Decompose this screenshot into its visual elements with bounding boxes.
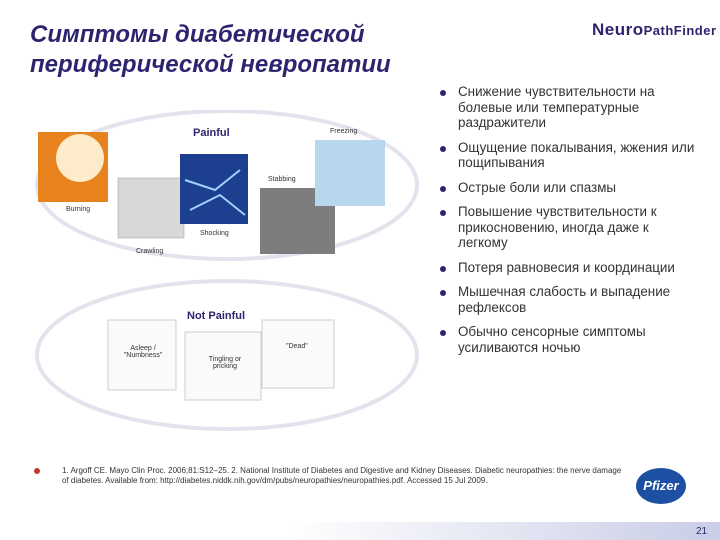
list-item: Ощущение покалывания, жжения или пощипывания bbox=[436, 140, 696, 171]
bullet-dot bbox=[440, 90, 446, 96]
footer-bar bbox=[0, 522, 720, 540]
references-bullet bbox=[34, 468, 40, 474]
stabbing-label: Stabbing bbox=[268, 176, 296, 183]
freezing-label: Freezing bbox=[330, 128, 358, 135]
slide-title bbox=[30, 20, 460, 80]
dead-image bbox=[262, 320, 334, 388]
list-item: Повышение чувствительности к прикосновению, иногда даже к легкому bbox=[436, 204, 696, 251]
symptom-list bbox=[436, 84, 696, 364]
slide-title-line1: Симптомы диабетической bbox=[30, 21, 365, 48]
list-item: Острые боли или спазмы bbox=[436, 180, 696, 196]
bullet-dot bbox=[440, 210, 446, 216]
slide-title-line2: периферической невропатии bbox=[30, 51, 391, 78]
pfizer-logo: Pfizer bbox=[636, 468, 686, 504]
list-item: Мышечная слабость и выпадение рефлексов bbox=[436, 284, 696, 315]
numbness-label: Asleep / "Numbness" bbox=[123, 345, 163, 359]
freezing-image bbox=[315, 140, 385, 206]
not-painful-label: Not Painful bbox=[187, 310, 246, 322]
shocking-label: Shocking bbox=[200, 230, 229, 237]
bullet-dot bbox=[440, 330, 446, 336]
list-item: Потеря равновесия и координации bbox=[436, 260, 696, 276]
burning-label: Burning bbox=[66, 206, 91, 213]
list-item: Обычно сенсорные симптомы усиливаются ночью bbox=[436, 324, 696, 355]
crawling-label: Crawling bbox=[136, 248, 164, 255]
symptoms-illustration bbox=[30, 110, 425, 440]
list-item: Снижение чувствительности на болевые или температурные раздражители bbox=[436, 84, 696, 131]
dead-label: "Dead" bbox=[286, 343, 308, 350]
tingling-label: Tingling or pricking bbox=[208, 356, 242, 370]
bullet-dot bbox=[440, 146, 446, 152]
painful-label: Painful bbox=[193, 127, 230, 139]
page-number: 21 bbox=[696, 526, 708, 537]
bullet-dot bbox=[440, 186, 446, 192]
bullet-dot bbox=[440, 266, 446, 272]
neuropathfinder-logo: NeuroPathFinder bbox=[592, 20, 717, 39]
crawling-image bbox=[118, 178, 184, 238]
bullet-dot bbox=[440, 290, 446, 296]
references: 1. Argoff CE. Mayo Clin Proc. 2006;81:S12–25. 2. National Institute of Diabetes and Digestive and Kidney Diseases. Diabetic neuropathies: the nerve damage of diabetes. Available from: http://diabetes.niddk.nih.gov/dm/pubs/neuropathies/neuropathies.pdf. Accessed 15 Jul 2009. bbox=[62, 466, 622, 485]
